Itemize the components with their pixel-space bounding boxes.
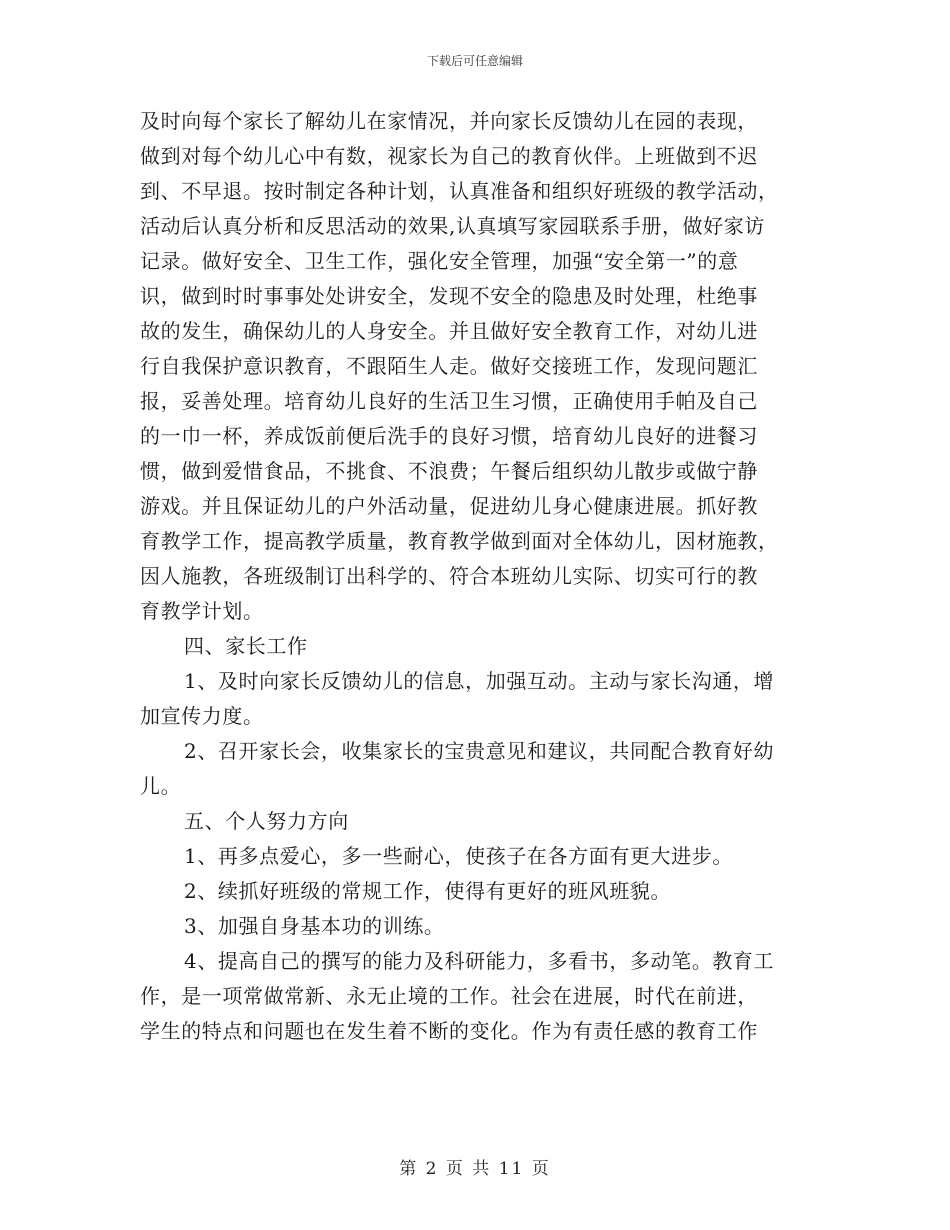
text-line: 3、加强自身基本功的训练。 (184, 914, 445, 938)
text-line: 行自我保护意识教育，不跟陌生人走。做好交接班工作，发现问题汇 (140, 354, 758, 378)
text-line: 1、及时向家长反馈幼儿的信息，加强互动。主动与家长沟通，增 (184, 669, 775, 693)
text-line: 到、不早退。按时制定各种计划，认真准备和组织好班级的教学活动， (140, 179, 779, 203)
text-line: 及时向每个家长了解幼儿在家情况，并向家长反馈幼儿在园的表现， (140, 109, 758, 133)
text-line: 的一巾一杯，养成饭前便后洗手的良好习惯，培育幼儿良好的进餐习 (140, 424, 758, 448)
text-line: 识，做到时时事事处处讲安全，发现不安全的隐患及时处理，杜绝事 (140, 284, 758, 308)
text-line: 2、续抓好班级的常规工作，使得有更好的班风班貌。 (184, 879, 672, 903)
text-line: 记录。做好安全、卫生工作，强化安全管理，加强“安全第一”的意 (140, 249, 739, 273)
text-line: 4、提高自己的撰写的能力及科研能力，多看书，多动笔。教育工 (184, 949, 775, 973)
text-line: 惯，做到爱惜食品，不挑食、不浪费；午餐后组织幼儿散步或做宁静 (140, 459, 758, 483)
text-line: 育教学工作，提高教学质量，教育教学做到面对全体幼儿，因材施教， (140, 529, 779, 553)
text-line: 五、个人努力方向 (184, 809, 349, 833)
text-line: 学生的特点和问题也在发生着不断的变化。作为有责任感的教育工作 (140, 1019, 758, 1043)
text-line: 儿。 (140, 774, 182, 798)
text-line: 作，是一项常做常新、永无止境的工作。社会在进展，时代在前进， (140, 984, 758, 1008)
text-line: 育教学计划。 (140, 599, 264, 623)
text-line: 因人施教，各班级制订出科学的、符合本班幼儿实际、切实可行的教 (140, 564, 758, 588)
document-body (140, 104, 812, 1049)
text-line: 游戏。并且保证幼儿的户外活动量，促进幼儿身心健康进展。抓好教 (140, 494, 758, 518)
text-line: 做到对每个幼儿心中有数，视家长为自己的教育伙伴。上班做到不迟 (140, 144, 758, 168)
text-line: 报，妥善处理。培育幼儿良好的生活卫生习惯，正确使用手帕及自己 (140, 389, 758, 413)
text-line: 故的发生，确保幼儿的人身安全。并且做好安全教育工作，对幼儿进 (140, 319, 758, 343)
text-line: 2、召开家长会，收集家长的宝贵意见和建议，共同配合教育好幼 (184, 739, 775, 763)
text-line: 四、家长工作 (184, 634, 308, 658)
page-header: 下载后可任意编辑 (426, 54, 523, 68)
page-footer: 第 2 页 共 11 页 (399, 1159, 551, 1179)
text-line: 1、再多点爱心，多一些耐心，使孩子在各方面有更大进步。 (184, 844, 733, 868)
text-line: 加宣传力度。 (140, 704, 264, 728)
text-line: 活动后认真分析和反思活动的效果,认真填写家园联系手册，做好家访 (140, 214, 765, 238)
